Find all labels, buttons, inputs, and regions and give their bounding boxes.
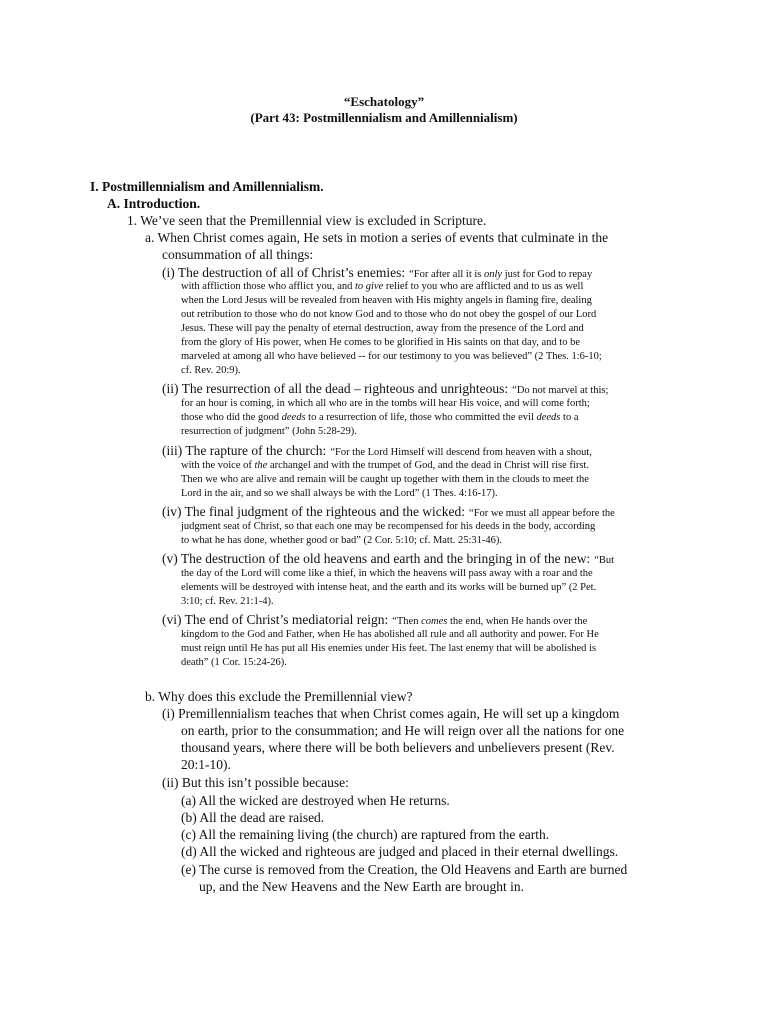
point-b-ii-e-line-2: up, and the New Heavens and the New Earth are brought in. — [199, 879, 525, 894]
item-v-line-4: 3:10; cf. Rev. 21:1-4). — [181, 596, 274, 607]
item-iv-heading: (iv) The final judgment of the righteous and the wicked: — [162, 504, 466, 519]
point-b-i-line-3: thousand years, where there will be both believers and unbelievers present (Rev. — [181, 740, 615, 755]
item-ii-line-1: (ii) The resurrection of all the dead – righteous and unrighteous: “Do not marvel at this; — [162, 381, 609, 396]
point-b-ii-c: (c) All the remaining living (the church) are raptured from the earth. — [181, 827, 550, 842]
item-iii-heading: (iii) The rapture of the church: — [162, 443, 327, 458]
item-i-line-1: (i) The destruction of all of Christ’s enemies: “For after all it is only just for God to repay — [162, 265, 593, 280]
section-heading-I: I. Postmillennialism and Amillennialism. — [90, 179, 324, 194]
item-iv-line-3: to what he has done, whether good or bad” (2 Cor. 5:10; cf. Matt. 25:31-46). — [181, 535, 503, 546]
item-i-heading: (i) The destruction of all of Christ’s enemies: — [162, 265, 406, 280]
point-b-i-line-4: 20:1-10). — [181, 757, 231, 772]
item-ii-line-2: for an hour is coming, in which all who are in the tombs will hear His voice, and will come forth; — [181, 398, 590, 409]
point-b-ii-d: (d) All the wicked and righteous are judged and placed in their eternal dwellings. — [181, 844, 619, 859]
point-b-ii-e-line-1: (e) The curse is removed from the Creation, the Old Heavens and Earth are burned — [181, 862, 628, 877]
item-vi-line-1: (vi) The end of Christ’s mediatorial reign: “Then comes the end, when He hands over the — [162, 612, 588, 627]
item-iii-line-3: Then we who are alive and remain will be caught up together with them in the clouds to meet the — [181, 474, 589, 485]
point-1: 1. We’ve seen that the Premillennial view is excluded in Scripture. — [127, 213, 487, 228]
item-vi-line-4: death” (1 Cor. 15:24-26). — [181, 657, 287, 668]
item-ii-line-4: resurrection of judgment” (John 5:28-29). — [181, 426, 357, 437]
item-ii-line-3: those who did the good deeds to a resurrection of life, those who committed the evil deeds to a — [181, 412, 579, 423]
item-v-line-2: the day of the Lord will come like a thief, in which the heavens will pass away with a roar and the — [181, 568, 593, 579]
point-b-ii-a: (a) All the wicked are destroyed when He returns. — [181, 793, 450, 808]
item-vi-line-2: kingdom to the God and Father, when He has abolished all rule and all authority and power. For He — [181, 629, 599, 640]
point-b-i-line-1: (i) Premillennialism teaches that when Christ comes again, He will set up a kingdom — [162, 706, 620, 721]
point-b-heading: b. Why does this exclude the Premillennial view? — [145, 689, 413, 704]
item-iii-line-4: Lord in the air, and so we shall always be with the Lord” (1 Thes. 4:16-17). — [181, 488, 498, 499]
item-i-line-6: from the glory of His power, when He comes to be glorified in His saints on that day, and to be — [181, 337, 580, 348]
document-subtitle: (Part 43: Postmillennialism and Amillennialism) — [250, 110, 518, 125]
point-b-ii: (ii) But this isn’t possible because: — [162, 775, 349, 790]
item-iii-line-2: with the voice of the archangel and with the trumpet of God, and the dead in Christ will rise first. — [181, 460, 589, 471]
item-ii-heading: (ii) The resurrection of all the dead – righteous and unrighteous: — [162, 381, 509, 396]
document-title: “Eschatology” — [343, 94, 425, 109]
item-v-heading: (v) The destruction of the old heavens and earth and the bringing in of the new: — [162, 551, 591, 566]
item-vi-line-3: must reign until He has put all His enemies under His feet. The last enemy that will be abolished is — [181, 643, 597, 654]
item-i-line-4: out retribution to those who do not know God and to those who do not obey the gospel of our Lord — [181, 309, 597, 320]
item-v-line-1: (v) The destruction of the old heavens and earth and the bringing in of the new: “But — [162, 551, 615, 566]
point-b-i-line-2: on earth, prior to the consummation; and He will reign over all the nations for one — [181, 723, 625, 738]
item-i-line-5: Jesus. These will pay the penalty of eternal destruction, away from the presence of the Lord and — [181, 323, 584, 334]
item-vi-heading: (vi) The end of Christ’s mediatorial reign: — [162, 612, 389, 627]
section-heading-A: A. Introduction. — [107, 196, 201, 211]
item-iii-line-1: (iii) The rapture of the church: “For the Lord Himself will descend from heaven with a shout, — [162, 443, 592, 458]
point-a-line-1: a. When Christ comes again, He sets in motion a series of events that culminate in the — [145, 230, 609, 245]
item-i-line-2: with affliction those who afflict you, and to give relief to you who are afflicted and to us as well — [181, 281, 584, 292]
point-b-ii-b: (b) All the dead are raised. — [181, 810, 325, 825]
item-iv-line-2: judgment seat of Christ, so that each one may be recompensed for his deeds in the body, according — [181, 521, 596, 532]
point-a-line-2: consummation of all things: — [162, 247, 314, 262]
item-i-line-8: cf. Rev. 20:9). — [181, 365, 241, 376]
item-v-line-3: elements will be destroyed with intense heat, and the earth and its works will be burned up” (2 Pet. — [181, 582, 597, 593]
item-i-line-7: marveled at among all who have believed -- for our testimony to you was believed” (2 Thes. 1:6-10; — [181, 351, 602, 362]
item-iv-line-1: (iv) The final judgment of the righteous and the wicked: “For we must all appear before the — [162, 504, 615, 519]
item-i-line-3: when the Lord Jesus will be revealed from heaven with His mighty angels in flaming fire, dealing — [181, 295, 592, 306]
